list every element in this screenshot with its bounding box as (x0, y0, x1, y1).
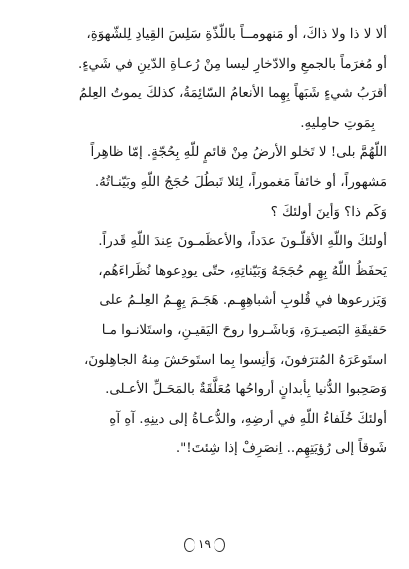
page-number-ornament (182, 533, 227, 555)
text-line: وَصَحِبوا الدُّنيا بِأبدانٍ أرواحُها مُعَلَّقَةٌ بالمَحَـلِّ الأعـلى. (105, 382, 387, 398)
text-line: أولئكَ خُلَفاءُ اللّهِ في أرضِهِ، والدُّعـاةُ إلى دينِهِ. آهِ آهِ (109, 411, 387, 427)
text-line: بِمَوتِ حامِليهِ. (300, 115, 375, 131)
text-line: يَحفَظُ اللّهُ بِهِم حُجَجَهُ وَبَيّناتِهِ، حتّى يودِعوها نُظَراءَهُم، (98, 263, 387, 279)
page-number (0, 533, 409, 555)
text-line: أقرَبُ شيءٍ شَبَهاً بِهِما الأنعامُ السّائِمَةُ، كذلكَ يموتُ العِلمُ (78, 86, 387, 102)
text-line: استَوعَرَهُ المُترَفونَ، وَأنِسوا بِما استَوحَشَ مِنهُ الجاهِلونَ، (83, 352, 387, 368)
text-line: وَيَزرعوها في قُلوبِ أشباهِهِـم. هَجَـمَ بِهِـمُ العِلـمُ على (99, 293, 387, 309)
text-line: أو مُغرَماً بالجمعِ والادّخارِ ليسا مِنْ رُعـاةِ الدّينِ في شَيءٍ. (77, 56, 387, 72)
page-number-text: ١٩ (198, 537, 211, 551)
text-line: اللّهُمَّ بلى! لا تَخلو الأرضُ مِنْ قائمٍ للّهِ بِحُجّةٍ. إمّا ظاهِراً (90, 145, 387, 161)
text-line: مَشهوراً، أو خائفاً مَغموراً، لِئلا تَبطُلَ حُجَجُ اللّهِ وبَيّنـاتُهُ. (94, 174, 387, 190)
text-line: أولئكَ واللّهِ الأقلّـونَ عدَداً، والأعظَمـونَ عِندَ اللّهِ قَدراً. (98, 234, 387, 250)
text-line: وَكَم ذا؟ وَأينَ أولئكَ ؟ (270, 204, 387, 220)
body-text (22, 20, 387, 464)
text-line: حَقيقَةِ البَصيـرَةِ، وَباشَـروا روحَ اليَقيـنِ، واستَلانـوا مـا (101, 322, 387, 338)
text-line: شَوقاً إلى رُؤيَتِهِم.. اِنصَرِفْ إذا شِئتَ!". (175, 441, 387, 457)
text-line: ألا لا ذا ولا ذاكَ، أو مَنهومــاً باللّذّةِ سَلِسَ القِيادِ لِلشّهوَةِ، (86, 27, 387, 42)
